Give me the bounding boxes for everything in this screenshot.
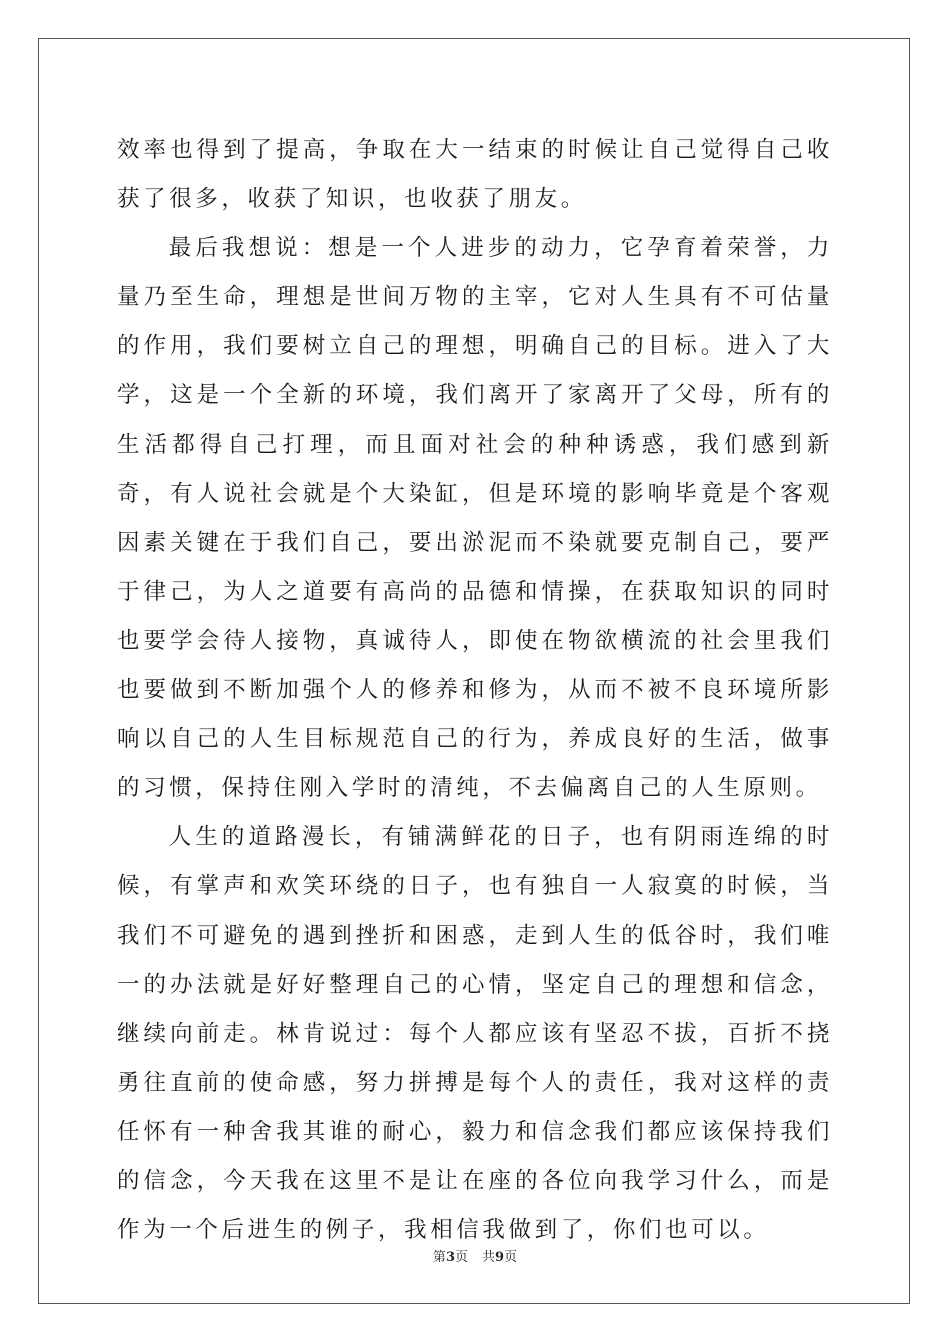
page-prefix: 第 <box>432 1250 446 1265</box>
page-suffix: 页 <box>454 1250 468 1265</box>
total-suffix: 页 <box>504 1250 518 1265</box>
paragraph-2: 最后我想说：想是一个人进步的动力，它孕育着荣誉，力量乃至生命，理想是世间万物的主宰，它对人生具有不可估量的作用，我们要树立自己的理想，明确自己的目标。进入了大学，这是一个全新的环境，我们离开了家离开了父母，所有的生活都得自己打理，而且面对社会的种种诱惑，我们感到新奇，有人说社会就是个大染缸，但是环境的影响毕竟是个客观因素关键在于我们自己，要出淤泥而不染就要克制自己，要严于律己，为人之道要有高尚的品德和情操，在获取知识的同时也要学会待人接物，真诚待人，即使在物欲横流的社会里我们也要做到不断加强个人的修养和修为，从而不被不良环境所影响以自己的人生目标规范自己的行为，养成良好的生活，做事的习惯，保持住刚入学时的清纯，不去偏离自己的人生原则。 <box>117 235 833 802</box>
document-body <box>117 126 833 1255</box>
paragraph-1: 效率也得到了提高，争取在大一结束的时候让自己觉得自己收获了很多，收获了知识，也收获了朋友。 <box>117 137 833 213</box>
total-prefix: 共 <box>482 1250 496 1265</box>
total-pages: 9 <box>495 1250 505 1265</box>
page-footer <box>0 1246 950 1265</box>
paragraph-3: 人生的道路漫长，有铺满鲜花的日子，也有阴雨连绵的时候，有掌声和欢笑环绕的日子，也有独自一人寂寞的时候，当我们不可避免的遇到挫折和困惑，走到人生的低谷时，我们唯一的办法就是好好整理自己的心情，坚定自己的理想和信念，继续向前走。林肯说过：每个人都应该有坚忍不拔，百折不挠勇往直前的使命感，努力拼搏是每个人的责任，我对这样的责任怀有一种舍我其谁的耐心，毅力和信念我们都应该保持我们的信念，今天我在这里不是让在座的各位向我学习什么，而是作为一个后进生的例子，我相信我做到了，你们也可以。 <box>117 824 833 1244</box>
page-number: 3 <box>445 1250 455 1265</box>
